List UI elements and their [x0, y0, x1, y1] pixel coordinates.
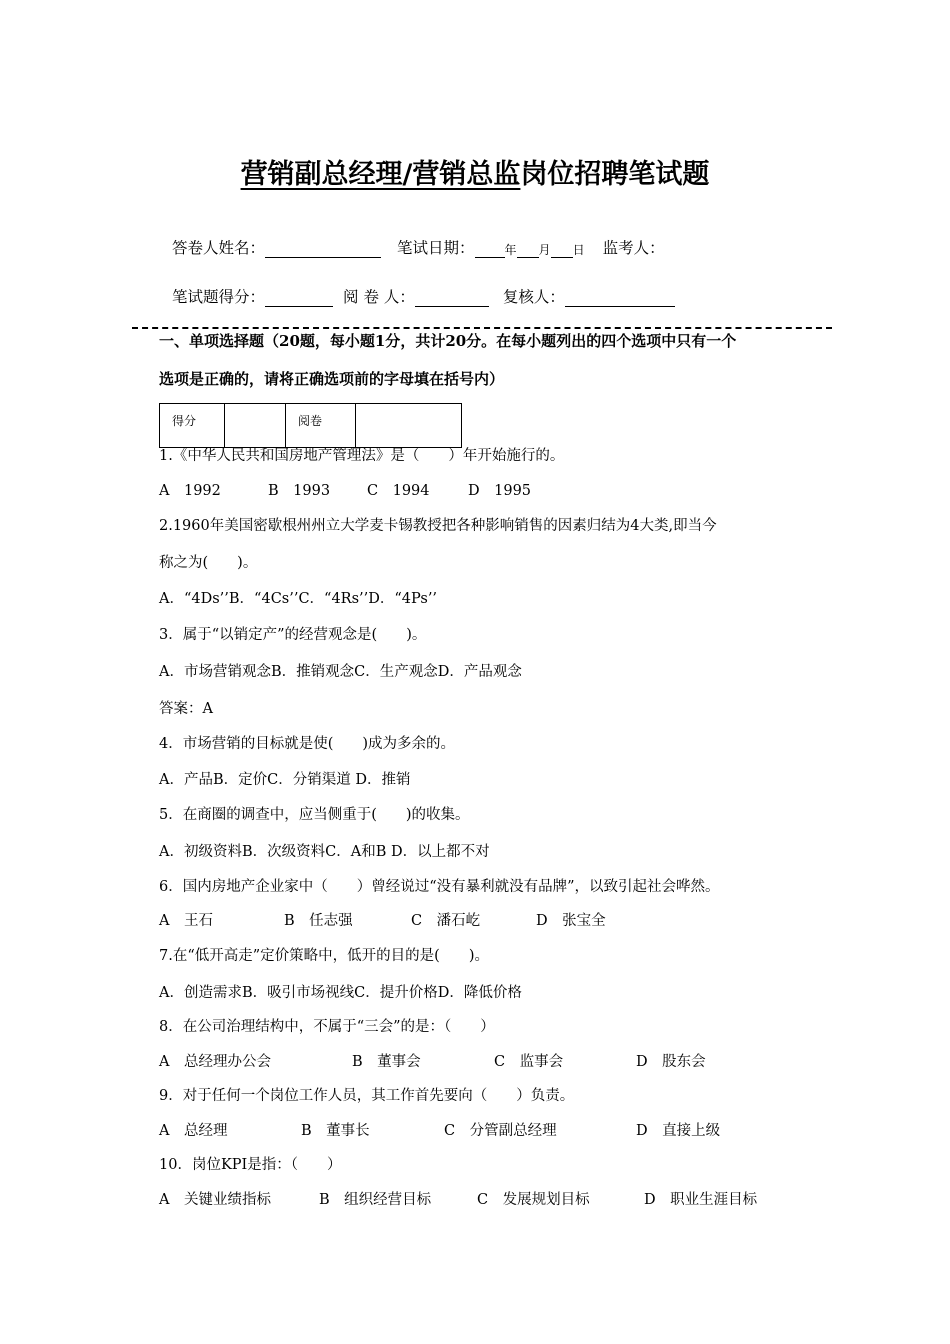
- day-field[interactable]: [551, 241, 573, 258]
- date-label: 笔试日期：: [397, 239, 475, 257]
- option[interactable]: C 分管副总经理: [444, 1123, 557, 1139]
- option[interactable]: C 潘石屹: [411, 913, 481, 929]
- option[interactable]: D 股东会: [636, 1054, 706, 1070]
- option[interactable]: D 职业生涯目标: [644, 1192, 758, 1208]
- question-4: 4．市场营销的目标就是使( )成为多余的。: [159, 736, 456, 752]
- question-1: 1.《中华人民共和国房地产管理法》是（ ）年开始施行的。: [159, 448, 565, 464]
- score-cell-label: 得分: [160, 404, 225, 448]
- option[interactable]: A 总经理办公会: [159, 1054, 271, 1070]
- reviewer-field[interactable]: [415, 290, 489, 307]
- question-3-answer: 答案：A: [159, 701, 213, 717]
- reviewer-label: 阅 卷 人：: [343, 288, 415, 306]
- option[interactable]: D 直接上级: [636, 1123, 721, 1139]
- question-5-options[interactable]: A．初级资料B．次级资料C．A和B D．以上都不对: [159, 844, 490, 860]
- question-7-options[interactable]: A．创造需求B．吸引市场视线C．提升价格D．降低价格: [159, 985, 522, 1001]
- option[interactable]: B 董事会: [352, 1054, 421, 1070]
- title-rest: 岗位招聘笔试题: [520, 159, 710, 190]
- section-heading-line-2: 选项是正确的，请将正确选项前的字母填在括号内）: [159, 370, 505, 388]
- header-row-2: [172, 285, 675, 307]
- question-4-options[interactable]: A．产品B．定价C．分销渠道 D．推销: [159, 772, 411, 788]
- option[interactable]: D 张宝全: [536, 913, 606, 929]
- question-2-cont: 称之为( )。: [159, 555, 258, 571]
- year-field[interactable]: [475, 241, 505, 258]
- review-cell-value[interactable]: [356, 404, 462, 448]
- option[interactable]: C 1994: [367, 483, 430, 499]
- question-8: 8．在公司治理结构中，不属于“三会”的是：（ ）: [159, 1019, 495, 1035]
- year-label: 年: [504, 243, 517, 257]
- question-5: 5．在商圈的调查中，应当侧重于( )的收集。: [159, 807, 470, 823]
- option[interactable]: B 1993: [268, 483, 331, 499]
- score-label: 笔试题得分：: [172, 288, 266, 306]
- review-cell-label: 阅卷: [286, 404, 356, 448]
- section-heading: [159, 322, 819, 398]
- question-10: 10．岗位KPI是指：（ ）: [159, 1157, 342, 1173]
- option[interactable]: D 1995: [468, 483, 532, 499]
- option[interactable]: B 董事长: [301, 1123, 370, 1139]
- month-label: 月: [538, 243, 551, 257]
- month-field[interactable]: [517, 241, 539, 258]
- score-field[interactable]: [265, 290, 333, 307]
- day-label: 日: [572, 243, 585, 257]
- title-underlined: 营销副总经理/营销总监: [240, 159, 521, 190]
- proctor-label: 监考人：: [602, 239, 665, 257]
- question-7: 7.在“低开高走”定价策略中，低开的目的是( )。: [159, 948, 489, 964]
- score-table: [159, 403, 462, 448]
- option[interactable]: B 组织经营目标: [319, 1192, 432, 1208]
- page-title: [0, 152, 950, 191]
- question-2-options[interactable]: A．“4Ds’’B．“4Cs’’C．“4Rs’’D．“4Ps’’: [159, 591, 438, 607]
- option[interactable]: A 1992: [159, 483, 221, 499]
- question-2: 2.1960年美国密歇根州州立大学麦卡锡教授把各种影响销售的因素归结为4大类,即当今: [159, 518, 717, 534]
- option[interactable]: A 关键业绩指标: [159, 1192, 271, 1208]
- section-heading-line-1: 一、单项选择题（20题，每小题1分，共计20分。在每小题列出的四个选项中只有一个: [159, 332, 737, 350]
- option[interactable]: A 总经理: [159, 1123, 228, 1139]
- option[interactable]: C 监事会: [494, 1054, 564, 1070]
- name-field[interactable]: [265, 241, 381, 258]
- option[interactable]: A 王石: [159, 913, 213, 929]
- option[interactable]: C 发展规划目标: [477, 1192, 590, 1208]
- checker-label: 复核人：: [502, 288, 565, 306]
- checker-field[interactable]: [565, 290, 675, 307]
- header-row-1: [172, 236, 665, 258]
- question-3-options[interactable]: A．市场营销观念B．推销观念C．生产观念D．产品观念: [159, 664, 522, 680]
- option[interactable]: B 任志强: [284, 913, 353, 929]
- name-label: 答卷人姓名：: [172, 239, 266, 257]
- question-9: 9．对于任何一个岗位工作人员，其工作首先要向（ ）负责。: [159, 1088, 575, 1104]
- question-3: 3．属于“以销定产”的经营观念是( )。: [159, 627, 427, 643]
- score-cell-value[interactable]: [225, 404, 286, 448]
- question-6: 6．国内房地产企业家中（ ）曾经说过“没有暴利就没有品牌”，以致引起社会哗然。: [159, 879, 720, 895]
